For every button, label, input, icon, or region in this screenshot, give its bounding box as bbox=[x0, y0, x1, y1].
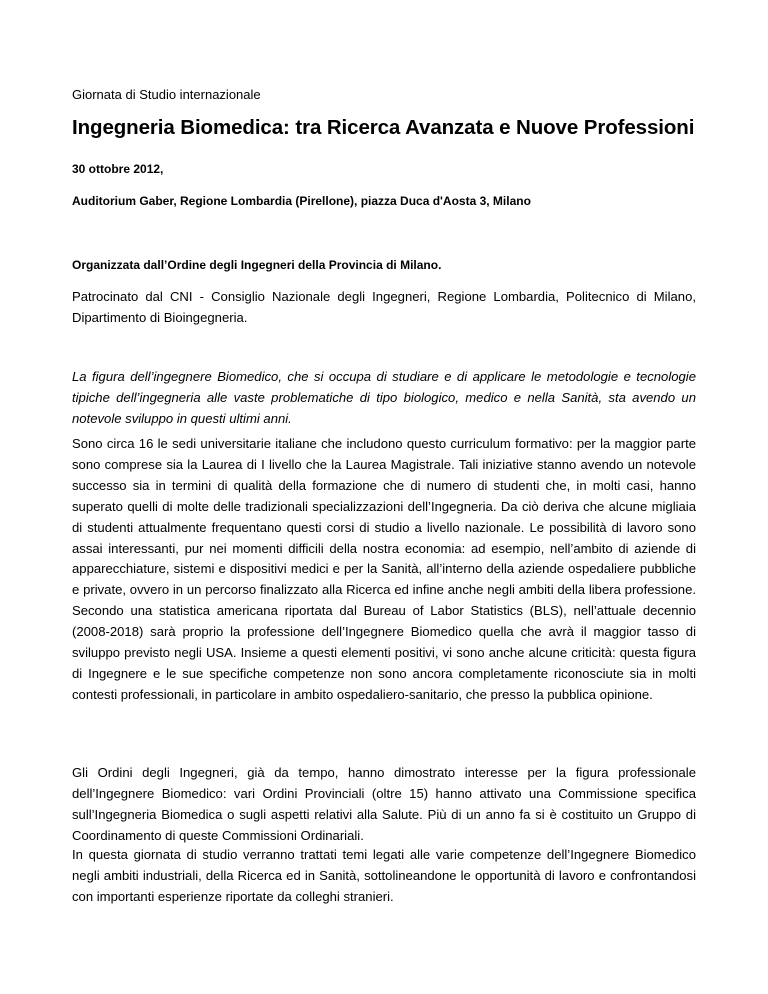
body-paragraph-2: Gli Ordini degli Ingegneri, già da tempo, hanno dimostrato interesse per la figura professionale dell’Ingegnere Biomedico: vari Ordini Provinciali (oltre 15) hanno attivato una Commissione specifica sull’Ingegneria Biomedica o sugli aspetti relativi alla Salute. Più di un anno fa si è costituito un Gruppo di Coordinamento di queste Commissioni Ordinariali. bbox=[72, 765, 696, 843]
patronage-paragraph: Patrocinato dal CNI - Consiglio Nazionale degli Ingegneri, Regione Lombardia, Politecnico di Milano, Dipartimento di Bioingegneria. bbox=[72, 289, 696, 325]
document-title: Ingegneria Biomedica: tra Ricerca Avanzata e Nuove Professioni bbox=[72, 116, 695, 139]
event-date: 30 ottobre 2012, bbox=[72, 162, 164, 176]
body-paragraph-1: Sono circa 16 le sedi universitarie italiane che includono questo curriculum formativo: per la maggior parte sono comprese sia la Laurea di I livello che la Laurea Magistrale. Tali iniziative stanno avendo un notevole successo sia in termini di qualità della formazione che di numero di studenti che, in molti casi, hanno superato quelli di molte delle tradizionali specializzazioni dell’Ingegneria. Da ciò deriva che alcune migliaia di studenti attualmente frequentano questi corsi di studio a livello nazionale. Le possibilità di lavoro sono assai interessanti, pur nei momenti difficili della nostra economia: ad esempio, nell’ambito di aziende di apparecchiature, sistemi e dispositivi medici e per la Sanità, all’interno della aziende ospedaliere pubbliche e private, ovvero in un percorso finalizzato alla Ricerca ed infine anche negli ambiti della libera professione. Secondo una statistica americana riportata dal Bureau of Labor Statistics (BLS), nell’attuale decennio (2008-2018) sarà proprio la professione dell’Ingegnere Biomedico quella che avrà il maggior tasso di sviluppo previsto negli USA. Insieme a questi elementi positivi, vi sono anche alcune criticità: questa figura di Ingegnere e le sue specifiche competenze non sono ancora completamente riconosciute sia in molti contesti professionali, in particolare in ambito ospedaliero-sanitario, che presso la pubblica opinione. bbox=[72, 436, 696, 702]
body-paragraph-3: In questa giornata di studio verranno trattati temi legati alle varie competenze dell’Ingegnere Biomedico negli ambiti industriali, della Ricerca ed in Sanità, sottolineandone le opportunità di lavoro e confrontandosi con importanti esperienze riportate da colleghi stranieri. bbox=[72, 847, 696, 904]
event-venue: Auditorium Gaber, Regione Lombardia (Pirellone), piazza Duca d'Aosta 3, Milano bbox=[72, 194, 531, 208]
intro-paragraph: La figura dell’ingegnere Biomedico, che si occupa di studiare e di applicare le metodologie e tecnologie tipiche dell’ingegneria alle vaste problematiche di tipo biologico, medico e nella Sanità, sta avendo un notevole sviluppo in questi ultimi anni. bbox=[72, 369, 696, 426]
organizer-line: Organizzata dall’Ordine degli Ingegneri della Provincia di Milano. bbox=[72, 258, 442, 272]
event-kicker: Giornata di Studio internazionale bbox=[72, 87, 261, 102]
